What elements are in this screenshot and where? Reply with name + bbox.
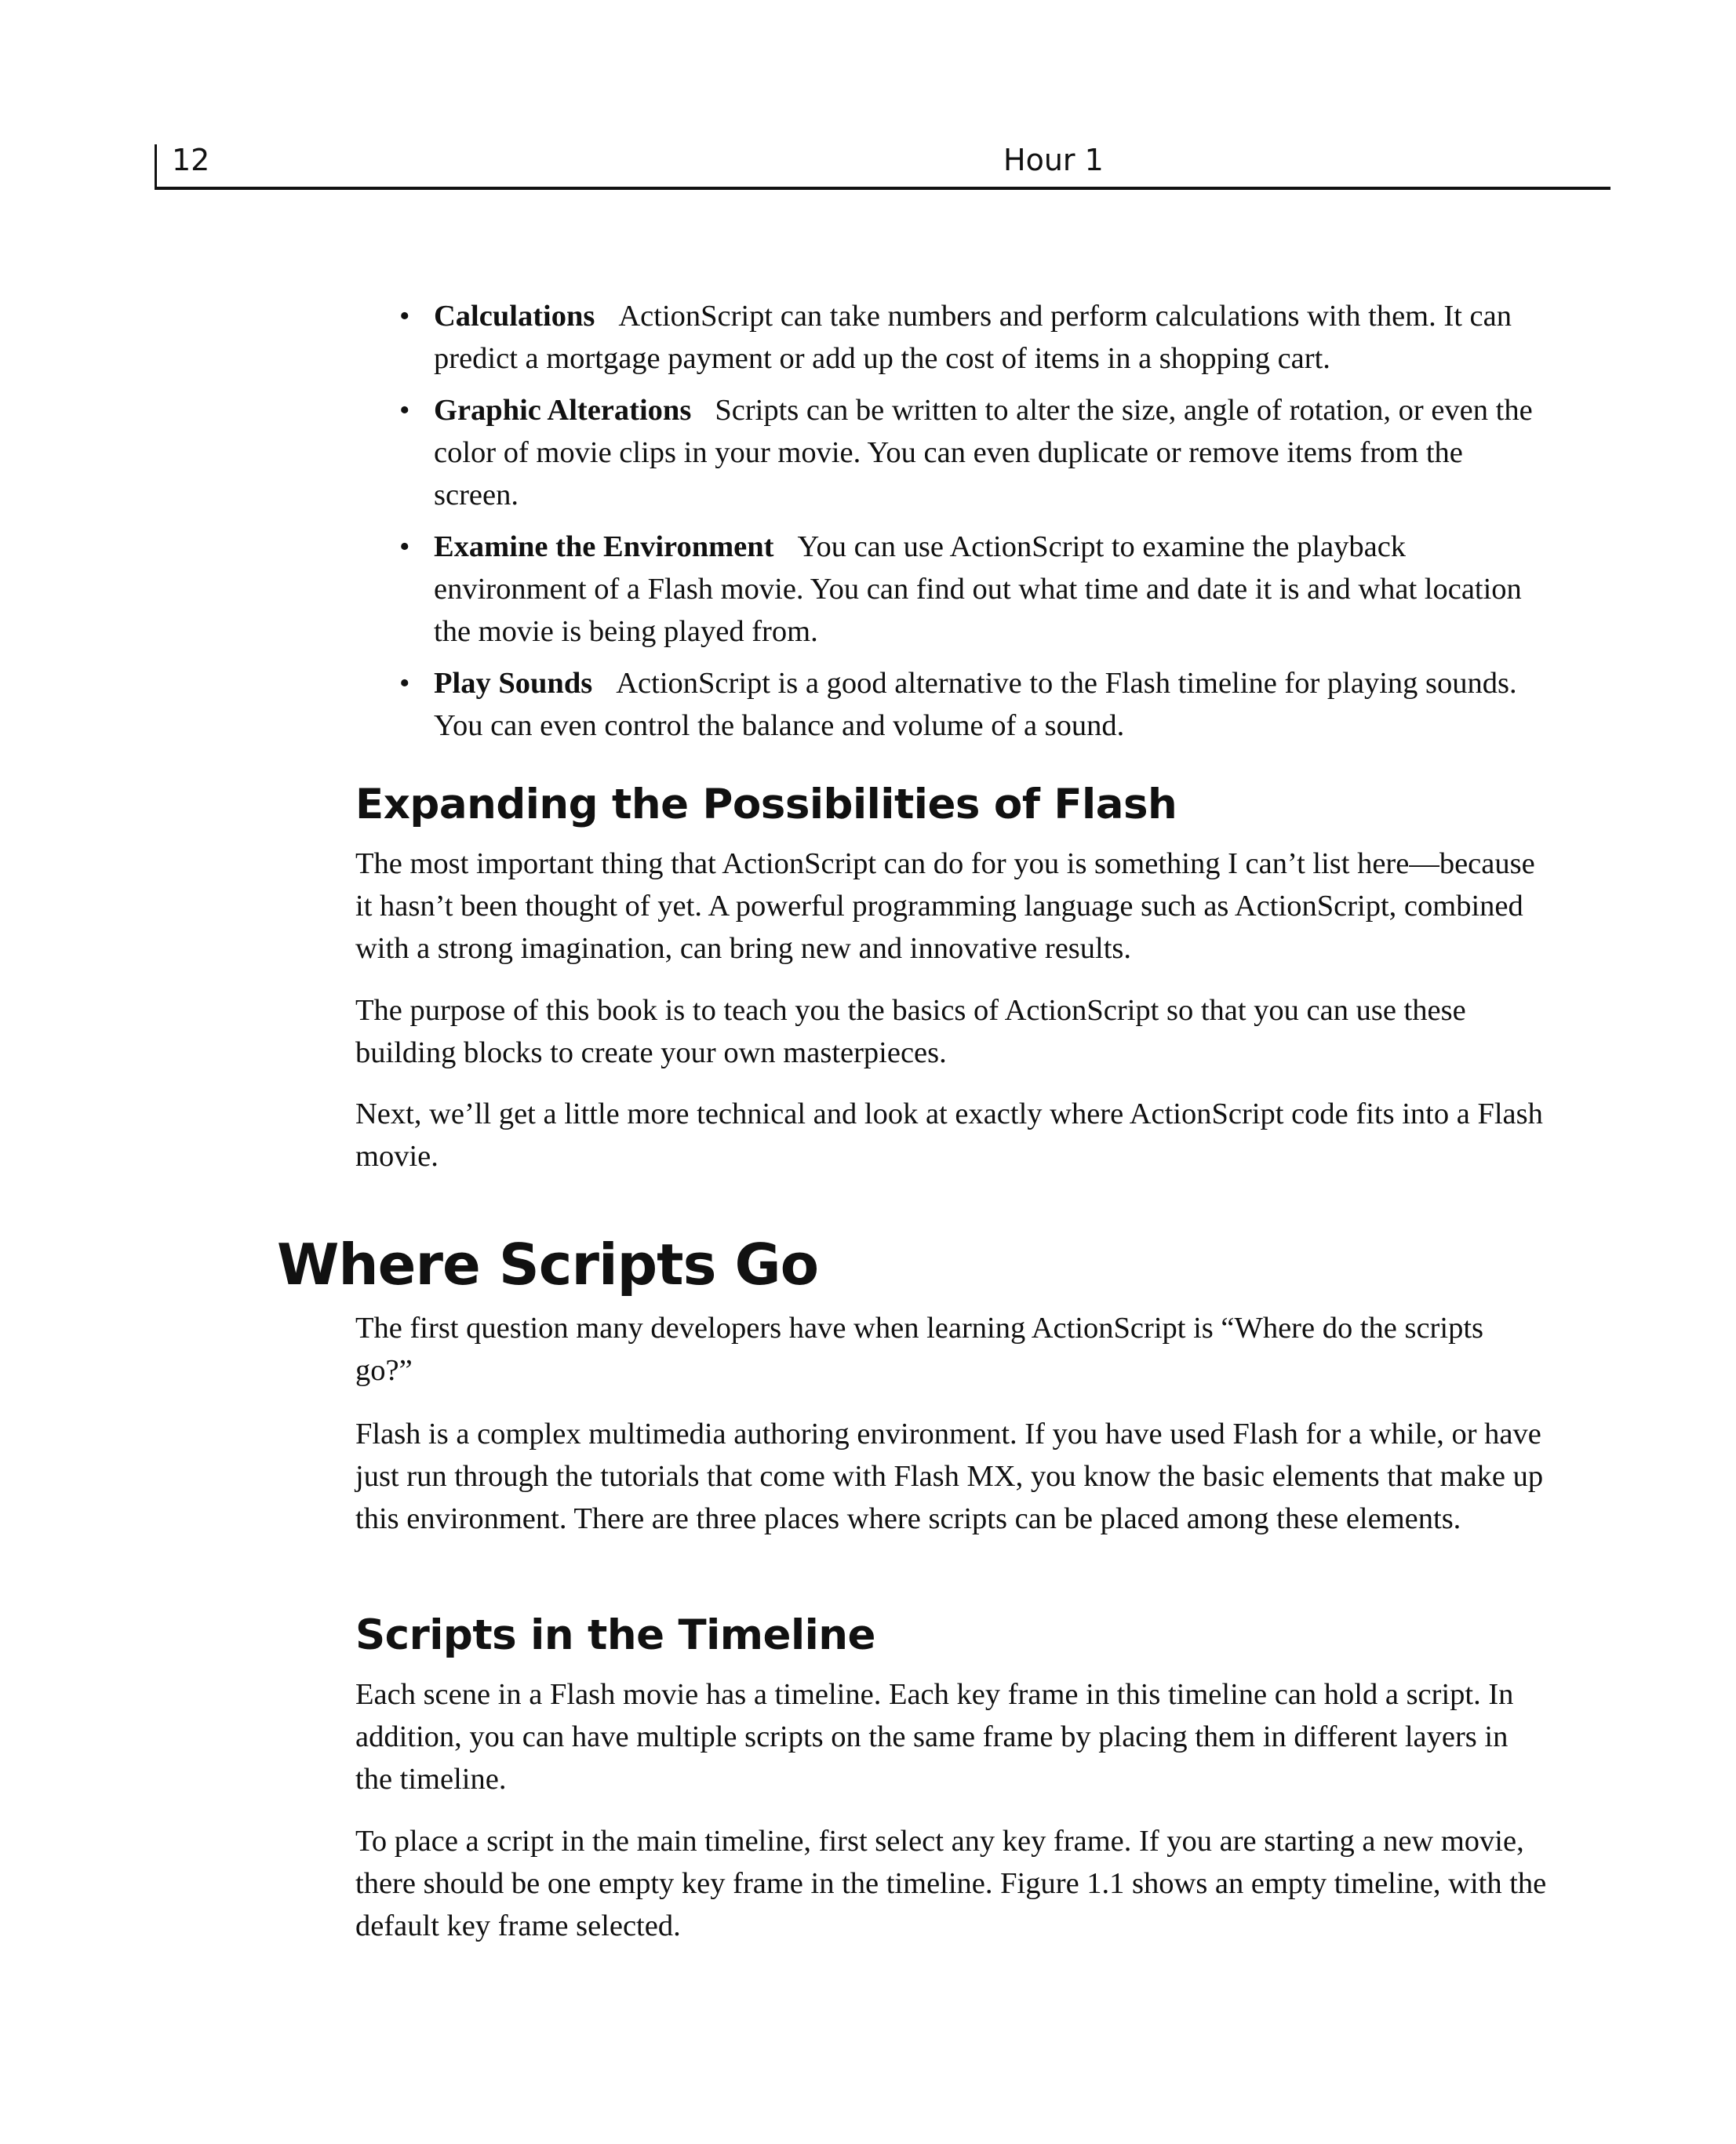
feature-list	[399, 295, 1548, 756]
list-item	[399, 526, 1548, 653]
bullet-icon: •	[399, 300, 410, 333]
paragraph: The most important thing that ActionScript can do for you is something I can’t list here—because it hasn’t been thought of yet. A powerful programming language such as ActionScript, combined with a strong imagination, can bring new and innovative results.	[355, 847, 1535, 965]
paragraph: Flash is a complex multimedia authoring environment. If you have used Flash for a while, or have just run through the tutorials that come with Flash MX, you know the basic elements that make up this environment. There are three places where scripts can be placed among these elements.	[355, 1418, 1544, 1535]
paragraph: The first question many developers have when learning ActionScript is “Where do the scripts go?”	[355, 1312, 1483, 1387]
chapter-label: Hour 1	[1003, 143, 1104, 177]
paragraph: To place a script in the main timeline, first select any key frame. If you are starting a new movie, there should be one empty key frame in the timeline. Figure 1.1 shows an empty timeline, with the default key frame selected.	[355, 1825, 1547, 1942]
bullet-text: ActionScript can take numbers and perform calculations with them. It can predict a mortgage payment or add up the cost of items in a shopping cart.	[434, 300, 1512, 375]
section-heading-expanding: Expanding the Possibilities of Flash	[355, 781, 1177, 828]
bullet-text: Scripts can be written to alter the size, angle of rotation, or even the color of movie clips in your movie. You can even duplicate or remove items from the screen.	[434, 394, 1533, 511]
header-rule	[155, 187, 1610, 190]
list-item	[399, 389, 1548, 516]
bullet-text: You can use ActionScript to examine the playback environment of a Flash movie. You can find out what time and date it is and what location the movie is being played from.	[434, 530, 1522, 648]
bullet-icon: •	[399, 667, 410, 700]
paragraph: Next, we’ll get a little more technical and look at exactly where ActionScript code fits into a Flash movie.	[355, 1097, 1543, 1173]
bullet-term: Play Sounds	[434, 667, 593, 700]
header-corner-mark	[155, 144, 157, 190]
list-item	[399, 662, 1548, 747]
running-header	[155, 137, 1610, 198]
bullet-icon: •	[399, 530, 410, 563]
paragraph: Each scene in a Flash movie has a timeline. Each key frame in this timeline can hold a script. In addition, you can have multiple scripts on the same frame by placing them in different layers in the timeline.	[355, 1678, 1514, 1796]
section-heading-where: Where Scripts Go	[277, 1232, 819, 1298]
bullet-term: Calculations	[434, 300, 595, 333]
bullet-icon: •	[399, 394, 410, 427]
paragraph: The purpose of this book is to teach you the basics of ActionScript so that you can use these building blocks to create your own masterpieces.	[355, 994, 1466, 1069]
page-number: 12	[172, 143, 210, 177]
section-heading-timeline: Scripts in the Timeline	[355, 1611, 875, 1659]
bullet-text: ActionScript is a good alternative to the Flash timeline for playing sounds. You can even control the balance and volume of a sound.	[434, 667, 1517, 742]
bullet-term: Graphic Alterations	[434, 394, 692, 427]
list-item	[399, 295, 1548, 380]
bullet-term: Examine the Environment	[434, 530, 774, 563]
